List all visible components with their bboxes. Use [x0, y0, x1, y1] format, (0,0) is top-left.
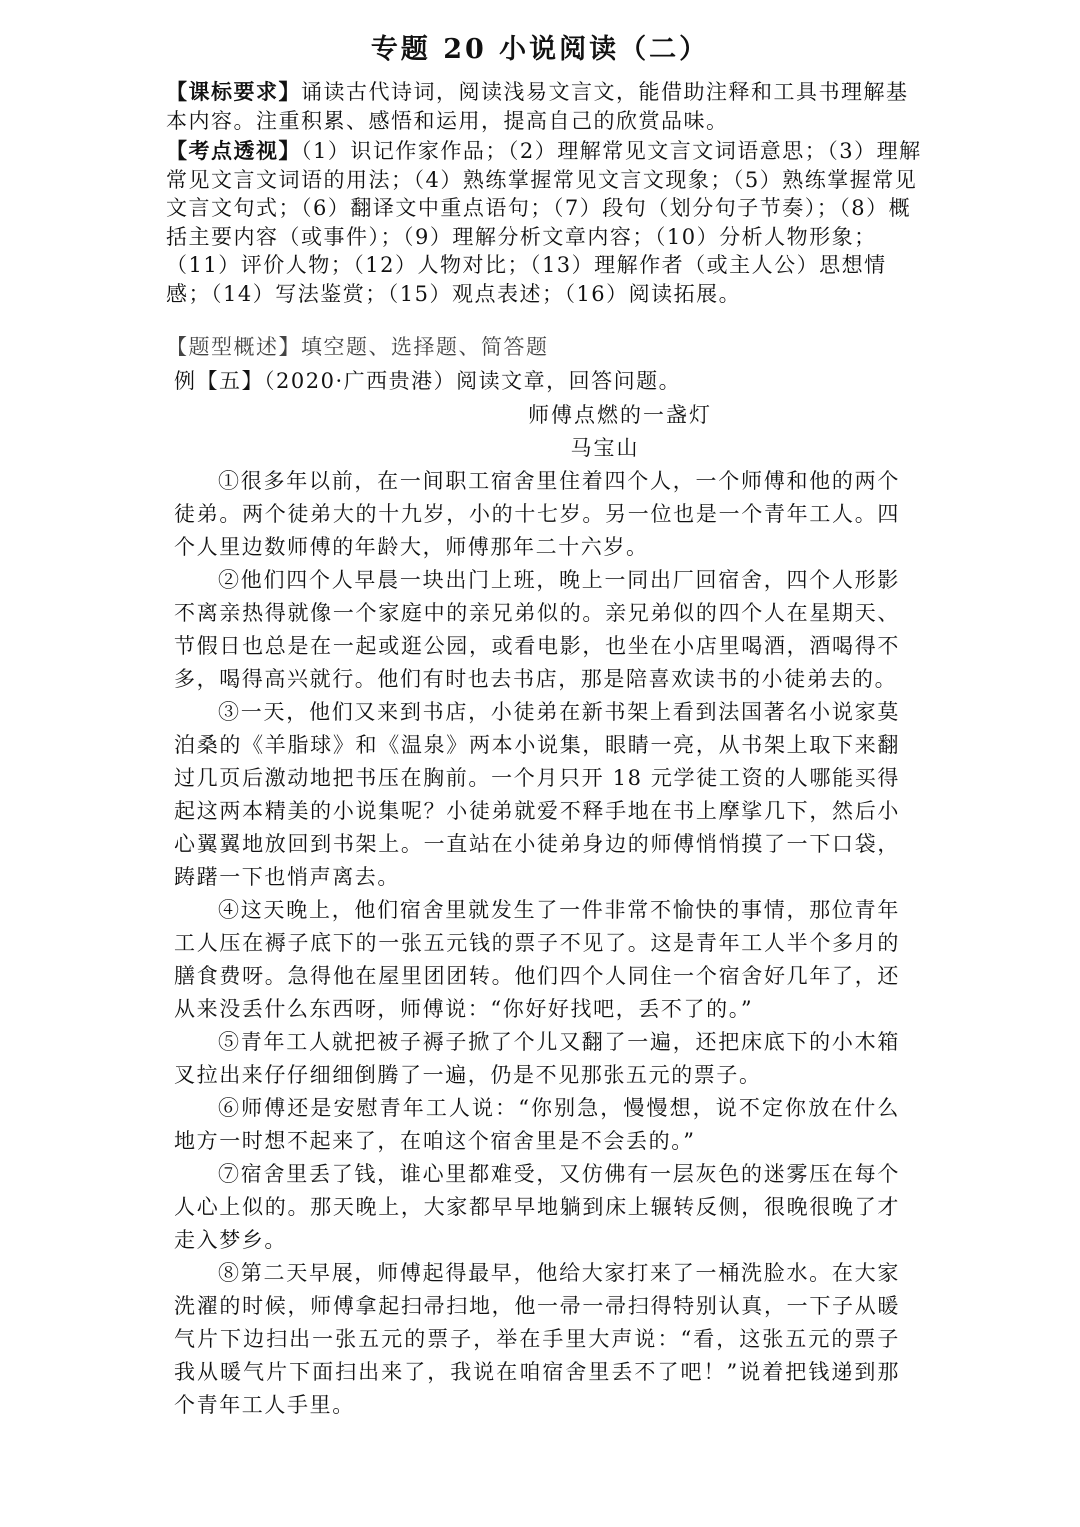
paragraph-8: ⑧第二天早展，师傅起得最早，他给大家打来了一桶洗脸水。在大家洗濯的时候，师傅拿起扫帚扫地，他一帚一帚扫得特别认真，一下子从暖气片下边扫出一张五元的票子，举在手里大声说：“看，这张五元的票子我从暖气片下面扫出来了，我说在咱宿舍里丢不了吧！”说着把钱递到那个青年工人手里。 — [174, 1261, 900, 1417]
curriculum-requirements — [166, 78, 926, 135]
article-title: 师傅点燃的一盏灯 — [528, 403, 712, 427]
paragraph-5: ⑤青年工人就把被子褥子掀了个儿又翻了一遍，还把床底下的小木箱叉拉出来仔仔细细倒腾了一遍，仍是不见那张五元的票子。 — [174, 1030, 900, 1087]
focus-label: 【考点透视】 — [166, 138, 301, 163]
question-types-label: 【题型概述】 — [166, 335, 301, 359]
curriculum-label: 【课标要求】 — [166, 79, 301, 104]
paragraph-1: ①很多年以前，在一间职工宿舍里住着四个人，一个师傅和他的两个徒弟。两个徒弟大的十九岁，小的十七岁。另一位也是一个青年工人。四个人里边数师傅的年龄大，师傅那年二十六岁。 — [174, 469, 900, 559]
paragraph-2: ②他们四个人早晨一块出门上班，晚上一同出厂回宿舍，四个人形影不离亲热得就像一个家庭中的亲兄弟似的。亲兄弟似的四个人在星期天、节假日也总是在一起或逛公园，或看电影，也坐在小店里喝酒，酒喝得不多，喝得高兴就行。他们有时也去书店，那是陪喜欢读书的小徒弟去的。 — [174, 568, 900, 691]
article-body — [174, 465, 900, 1422]
paragraph-6: ⑥师傅还是安慰青年工人说：“你别急，慢慢想，说不定你放在什么地方一时想不起来了，在咱这个宿舍里是不会丢的。” — [174, 1096, 900, 1153]
article-author: 马宝山 — [570, 436, 640, 460]
focus-text: （1）识记作家作品；（2）理解常见文言文词语意思；（3）理解常见文言文词语的用法；（4）熟练掌握常见文言文现象；（5）熟练掌握常见文言文句式；（6）翻译文中重点语句；（7）段句（划分句子节奏）；（8）概括主要内容（或事件）；（9）理解分析文章内容；（10）分析人物形象；（11）评价人物；（12）人物对比；（13）理解作者（或主人公）思想情感；（14）写法鉴赏；（15）观点表述；（16）阅读拓展。 — [166, 139, 922, 306]
paragraph-3: ③一天，他们又来到书店，小徒弟在新书架上看到法国著名小说家莫泊桑的《羊脂球》和《温泉》两本小说集，眼睛一亮，从书架上取下来翻过几页后激动地把书压在胸前。一个月只开 18 元学徒工资的人哪能买得起这两本精美的小说集呢？小徒弟就爱不释手地在书上摩挲几下，然后小心翼翼地放回到书架上。一直站在小徒弟身边的师傅悄悄摸了一下口袋，踌躇一下也悄声离去。 — [174, 700, 900, 889]
page-title: 专题 20 小说阅读（二） — [370, 34, 710, 65]
curriculum-text: 诵读古代诗词，阅读浅易文言文，能借助注释和工具书理解基本内容。注重积累、感悟和运用，提高自己的欣赏品味。 — [166, 80, 909, 133]
example-heading: 例【五】（2020·广西贵港）阅读文章，回答问题。 — [174, 369, 682, 393]
question-types — [166, 333, 926, 362]
exam-focus — [166, 137, 926, 308]
paragraph-7: ⑦宿舍里丢了钱，谁心里都难受，又仿佛有一层灰色的迷雾压在每个人心上似的。那天晚上，大家都早早地躺到床上辗转反侧，很晚很晚了才走入梦乡。 — [174, 1162, 900, 1252]
question-types-text: 填空题、选择题、简答题 — [301, 335, 549, 359]
paragraph-4: ④这天晚上，他们宿舍里就发生了一件非常不愉快的事情，那位青年工人压在褥子底下的一张五元钱的票子不见了。这是青年工人半个多月的膳食费呀。急得他在屋里团团转。他们四个人同住一个宿舍好几年了，还从来没丢什么东西呀，师傅说：“你好好找吧，丢不了的。” — [174, 898, 900, 1021]
